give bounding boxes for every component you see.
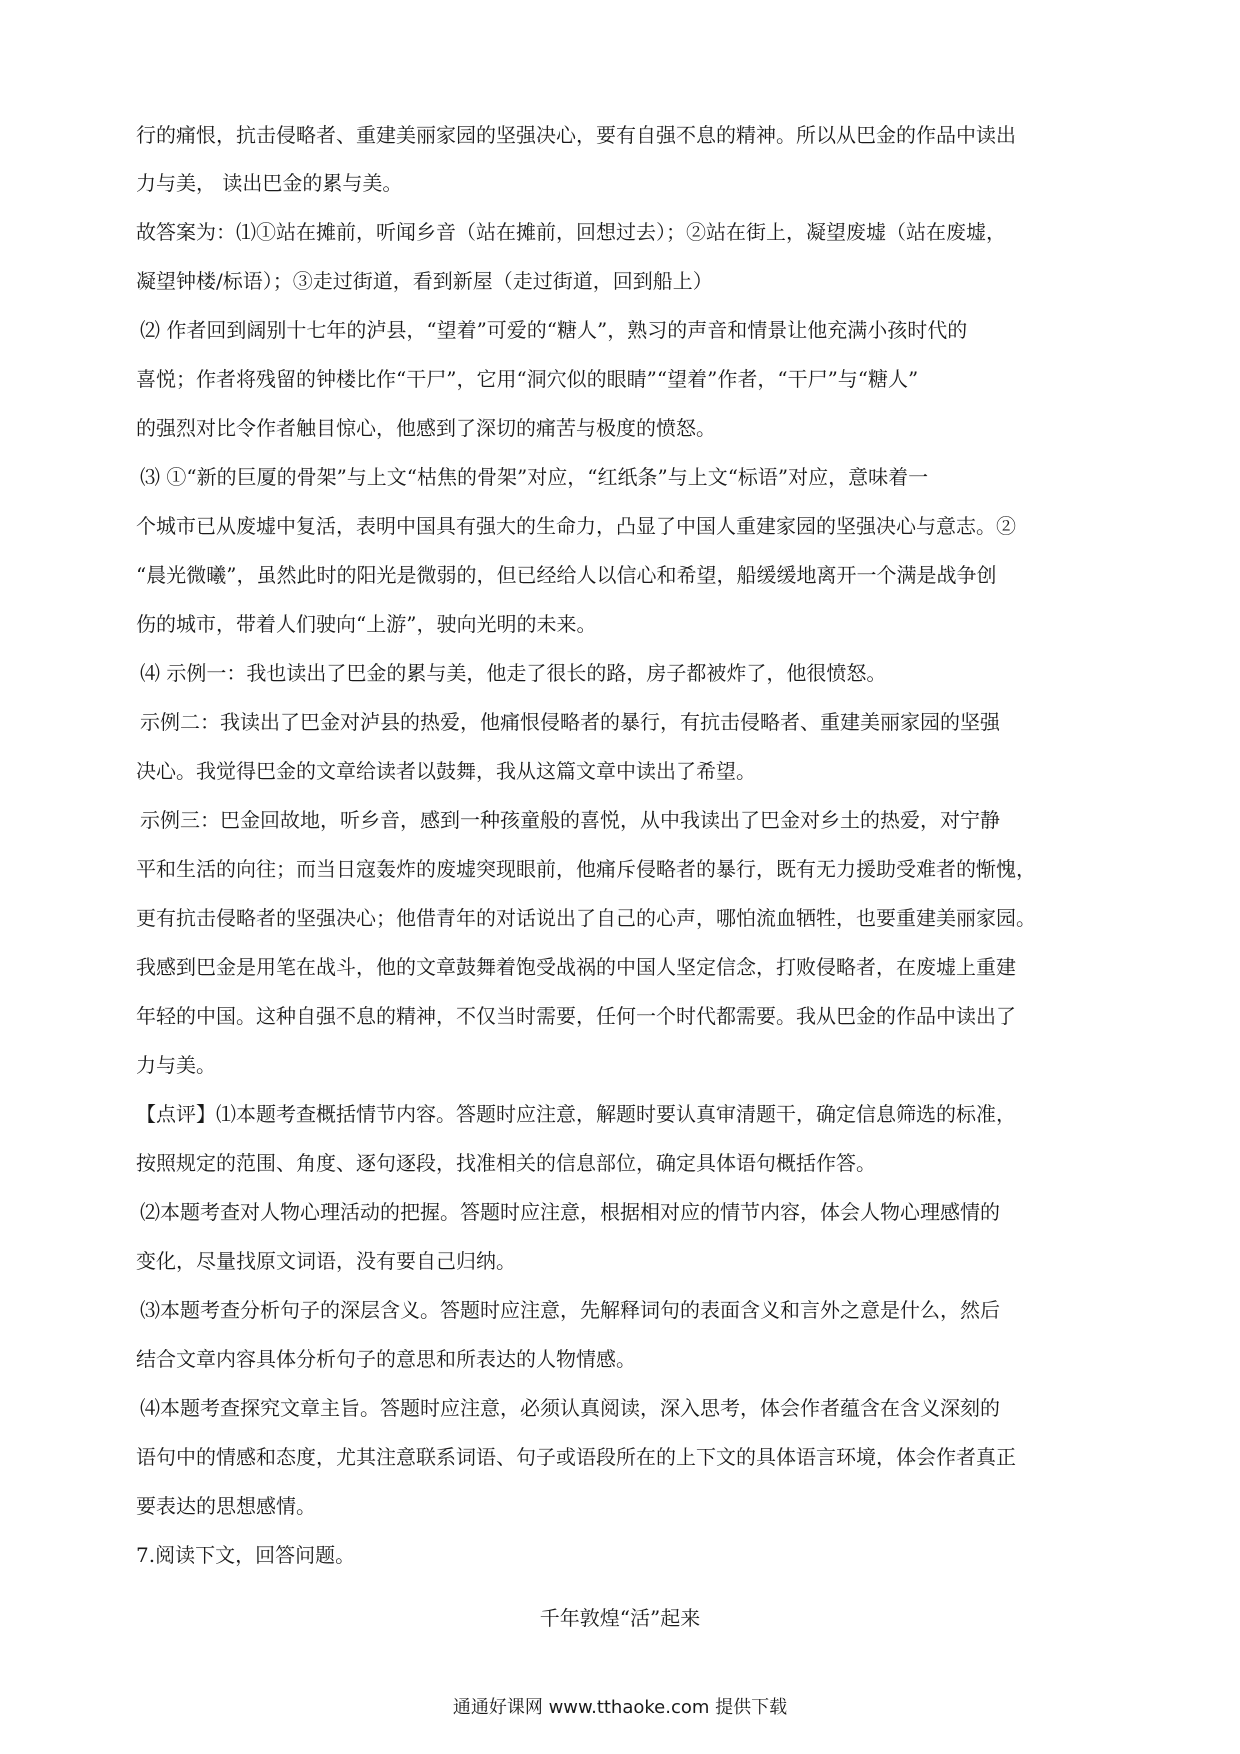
- text-line: ⑵ 作者回到阔别十七年的泸县，“望着”可爱的“糖人”，熟习的声音和情景让他充满小孩时代的: [140, 318, 968, 342]
- text-line: 故答案为：⑴①站在摊前，听闻乡音（站在摊前，回想过去）；②站在街上，凝望废墟（站在废墟，: [136, 220, 1006, 244]
- text-line: ⑶ ①“新的巨厦的骨架”与上文“枯焦的骨架”对应，“红纸条”与上文“标语”对应，意味着一: [140, 465, 929, 489]
- text-line: 更有抗击侵略者的坚强决心；他借青年的对话说出了自己的心声，哪怕流血牺牲，也要重建美丽家园。: [136, 906, 1036, 930]
- page-footer: 通通好课网 www.tthaoke.com 提供下载: [452, 1697, 788, 1718]
- text-line: 语句中的情感和态度，尤其注意联系词语、句子或语段所在的上下文的具体语言环境，体会作者真正: [136, 1445, 1016, 1469]
- text-line: ⑷本题考查探究文章主旨。答题时应注意，必须认真阅读，深入思考，体会作者蕴含在含义深刻的: [140, 1396, 1000, 1420]
- text-line: 行的痛恨，抗击侵略者、重建美丽家园的坚强决心，要有自强不息的精神。所以从巴金的作品中读出: [136, 123, 1016, 147]
- text-line: 【点评】⑴本题考查概括情节内容。答题时应注意，解题时要认真审清题干，确定信息筛选的标准，: [136, 1102, 1016, 1126]
- text-line: 7.阅读下文，回答问题。: [136, 1543, 356, 1567]
- text-line: 的强烈对比令作者触目惊心，他感到了深切的痛苦与极度的愤怒。: [136, 416, 716, 440]
- text-line: 变化，尽量找原文词语，没有要自己归纳。: [136, 1249, 516, 1273]
- text-line: 决心。我觉得巴金的文章给读者以鼓舞，我从这篇文章中读出了希望。: [136, 759, 756, 783]
- text-line: 按照规定的范围、角度、逐句逐段，找准相关的信息部位，确定具体语句概括作答。: [136, 1151, 876, 1175]
- text-line: 示例三：巴金回故地，听乡音，感到一种孩童般的喜悦，从中我读出了巴金对乡土的热爱，对宁静: [140, 808, 1000, 832]
- text-line: 力与美。: [136, 1053, 216, 1077]
- text-line: 示例二：我读出了巴金对泸县的热爱，他痛恨侵略者的暴行，有抗击侵略者、重建美丽家园的坚强: [140, 710, 1000, 734]
- text-line: ⑵本题考查对人物心理活动的把握。答题时应注意，根据相对应的情节内容，体会人物心理感情的: [140, 1200, 1000, 1224]
- article-title: 千年敦煌“活”起来: [539, 1606, 701, 1630]
- text-line: 喜悦；作者将残留的钟楼比作“干尸”，它用“洞穴似的眼睛”“望着”作者，“干尸”与“糖人”: [136, 367, 919, 391]
- text-line: “晨光微曦”，虽然此时的阳光是微弱的，但已经给人以信心和希望，船缓缓地离开一个满是战争创: [136, 563, 997, 587]
- text-line: 我感到巴金是用笔在战斗，他的文章鼓舞着饱受战祸的中国人坚定信念，打败侵略者，在废墟上重建: [136, 955, 1016, 979]
- text-line: 个城市已从废墟中复活，表明中国具有强大的生命力，凸显了中国人重建家园的坚强决心与意志。②: [136, 514, 1016, 538]
- text-line: 要表达的思想感情。: [136, 1494, 316, 1518]
- text-line: ⑷ 示例一：我也读出了巴金的累与美，他走了很长的路，房子都被炸了，他很愤怒。: [140, 661, 887, 685]
- text-line: 年轻的中国。这种自强不息的精神，不仅当时需要，任何一个时代都需要。我从巴金的作品中读出了: [136, 1004, 1016, 1028]
- text-line: ⑶本题考查分析句子的深层含义。答题时应注意，先解释词句的表面含义和言外之意是什么，然后: [140, 1298, 1000, 1322]
- text-line: 力与美， 读出巴金的累与美。: [136, 171, 403, 195]
- text-line: 凝望钟楼/标语）；③走过街道，看到新屋（走过街道，回到船上）: [136, 269, 713, 293]
- text-line: 结合文章内容具体分析句子的意思和所表达的人物情感。: [136, 1347, 636, 1371]
- text-line: 平和生活的向往；而当日寇轰炸的废墟突现眼前，他痛斥侵略者的暴行，既有无力援助受难者的惭愧，: [136, 857, 1036, 881]
- text-line: 伤的城市，带着人们驶向“上游”，驶向光明的未来。: [136, 612, 597, 636]
